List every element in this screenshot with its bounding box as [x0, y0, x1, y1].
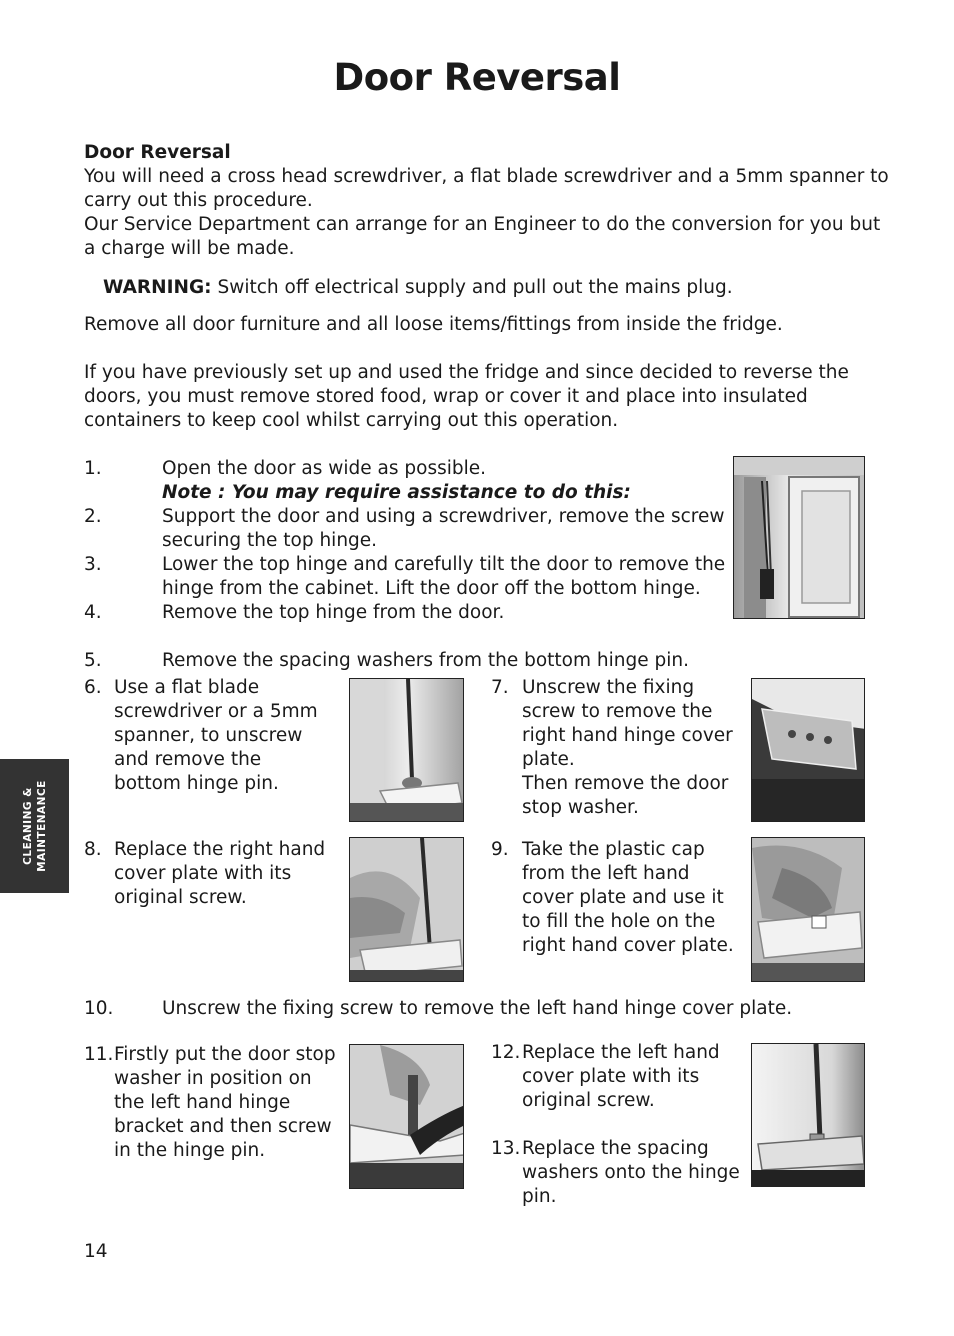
step-6-line-2: screwdriver or a 5mm: [114, 701, 318, 722]
step-11-line-4: bracket and then screw: [114, 1116, 332, 1137]
step-9-line-3: cover plate and use it: [522, 887, 724, 908]
replace-right-cover-photo: [349, 837, 464, 982]
step-3-line-1: Lower the top hinge and carefully tilt the door to remove the: [162, 554, 726, 575]
side-tab-line-1: CLEANING &: [21, 787, 34, 865]
step-note: Note : You may require assistance to do this:: [162, 482, 631, 503]
step-8-line-1: Replace the right hand: [114, 839, 326, 860]
bottom-hinge-pin-photo: [349, 678, 464, 822]
intro-line-1: You will need a cross head screwdriver, a flat blade screwdriver and a 5mm spanner to: [84, 166, 889, 187]
step-2-line-2: securing the top hinge.: [162, 530, 378, 551]
door-stop-washer-photo: [349, 1044, 464, 1189]
step-10-text: Unscrew the fixing screw to remove the left hand hinge cover plate.: [162, 998, 793, 1019]
step-12-line-2: cover plate with its: [522, 1066, 700, 1087]
replace-left-cover-photo: [751, 1043, 865, 1187]
section-side-tab: [0, 759, 69, 893]
step-3-line-2: hinge from the cabinet. Lift the door off the bottom hinge.: [162, 578, 701, 599]
step-11-line-2: washer in position on: [114, 1068, 312, 1089]
intro-line-2: carry out this procedure.: [84, 190, 313, 211]
step-6-number: 6.: [84, 677, 102, 698]
step-11-line-1: Firstly put the door stop: [114, 1044, 336, 1065]
previous-line-3: containers to keep cool whilst carrying out this operation.: [84, 410, 619, 431]
step-5-text: Remove the spacing washers from the bottom hinge pin.: [162, 650, 689, 671]
step-8-line-2: cover plate with its: [114, 863, 292, 884]
previous-line-1: If you have previously set up and used the fridge and since decided to reverse the: [84, 362, 849, 383]
right-hinge-cover-photo: [751, 678, 865, 822]
step-13-line-2: washers onto the hinge: [522, 1162, 740, 1183]
step-8-number: 8.: [84, 839, 102, 860]
step-8-line-3: original screw.: [114, 887, 247, 908]
step-7-number: 7.: [491, 677, 509, 698]
step-4-text: Remove the top hinge from the door.: [162, 602, 505, 623]
step-6-line-5: bottom hinge pin.: [114, 773, 279, 794]
side-tab-line-2: MAINTENANCE: [35, 780, 48, 872]
step-4-number: 4.: [84, 602, 102, 623]
step-12-line-1: Replace the left hand: [522, 1042, 720, 1063]
step-7-line-1: Unscrew the fixing: [522, 677, 695, 698]
warning-line: [103, 276, 733, 300]
side-tab-label: [21, 780, 49, 872]
step-7-line-6: stop washer.: [522, 797, 639, 818]
step-6-line-3: spanner, to unscrew: [114, 725, 303, 746]
intro-line-3: Our Service Department can arrange for an Engineer to do the conversion for you but: [84, 214, 881, 235]
step-2-line-1: Support the door and using a screwdriver, remove the screw: [162, 506, 725, 527]
step-12-number: 12.: [491, 1042, 521, 1063]
step-11-line-3: the left hand hinge: [114, 1092, 291, 1113]
plastic-cap-photo: [751, 837, 865, 982]
step-7-line-3: right hand hinge cover: [522, 725, 733, 746]
step-12-line-3: original screw.: [522, 1090, 655, 1111]
step-11-number: 11.: [84, 1044, 114, 1065]
step-9-line-4: to fill the hole on the: [522, 911, 716, 932]
step-7-line-4: plate.: [522, 749, 575, 770]
step-13-line-3: pin.: [522, 1186, 557, 1207]
step-1-number: 1.: [84, 458, 102, 479]
step-11-line-5: in the hinge pin.: [114, 1140, 266, 1161]
intro-line-4: a charge will be made.: [84, 238, 295, 259]
intro-heading: Door Reversal: [84, 142, 231, 163]
step-6-line-4: and remove the: [114, 749, 262, 770]
warning-text: Switch off electrical supply and pull out the mains plug.: [217, 277, 733, 298]
step-7-line-2: screw to remove the: [522, 701, 713, 722]
step-13-number: 13.: [491, 1138, 521, 1159]
remove-items-text: Remove all door furniture and all loose items/fittings from inside the fridge.: [84, 314, 783, 335]
step-5-number: 5.: [84, 650, 102, 671]
step-7-line-5: Then remove the door: [522, 773, 729, 794]
step-6-line-1: Use a flat blade: [114, 677, 260, 698]
previous-line-2: doors, you must remove stored food, wrap or cover it and place into insulated: [84, 386, 808, 407]
step-2-number: 2.: [84, 506, 102, 527]
step-9-number: 9.: [491, 839, 509, 860]
step-9-line-5: right hand cover plate.: [522, 935, 734, 956]
page-title: Door Reversal: [333, 56, 621, 99]
top-hinge-photo: [733, 456, 865, 619]
warning-label: WARNING:: [103, 277, 212, 298]
step-10-number: 10.: [84, 998, 114, 1019]
step-9-line-1: Take the plastic cap: [522, 839, 705, 860]
step-3-number: 3.: [84, 554, 102, 575]
step-1-text: Open the door as wide as possible.: [162, 458, 487, 479]
step-13-line-1: Replace the spacing: [522, 1138, 709, 1159]
page-number: 14: [84, 1241, 108, 1262]
step-9-line-2: from the left hand: [522, 863, 690, 884]
